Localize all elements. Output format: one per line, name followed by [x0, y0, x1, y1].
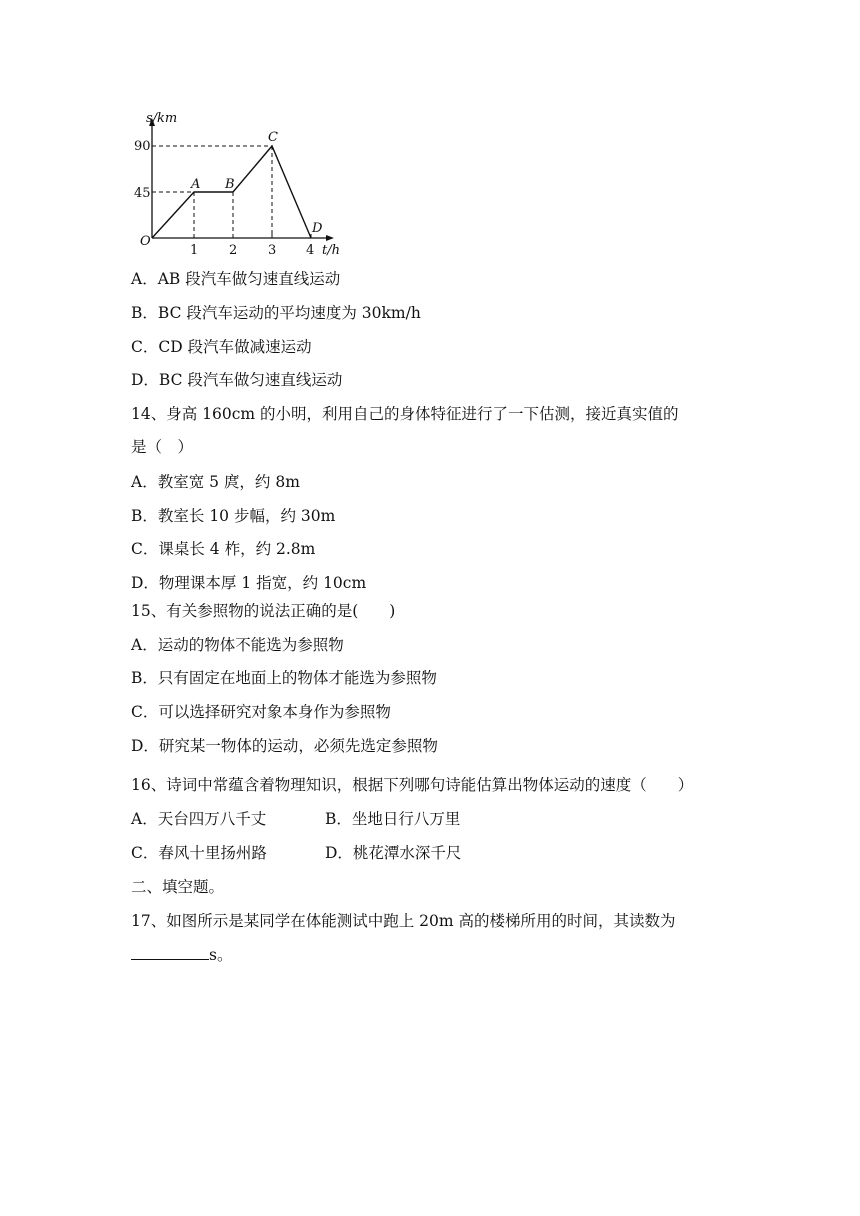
- s-t-graph: [134, 108, 348, 258]
- point-d-label: D: [312, 221, 323, 236]
- q14-stem-line2: 是（ ）: [131, 438, 194, 456]
- q13-option-a: A．AB 段汽车做匀速直线运动: [131, 270, 341, 288]
- x-tick-2: 2: [229, 243, 238, 258]
- q15-stem: 15、有关参照物的说法正确的是( ): [131, 602, 396, 620]
- q14-option-a: A．教室宽 5 庹，约 8m: [131, 473, 300, 491]
- x-tick-3: 3: [268, 243, 277, 258]
- q14-option-c: C．课桌长 4 柞，约 2.8m: [131, 540, 316, 558]
- point-b-label: B: [225, 177, 235, 192]
- q17-answer-unit: s。: [209, 946, 233, 964]
- y-tick-90: 90: [134, 139, 151, 154]
- point-a-label: A: [191, 177, 201, 192]
- q16-stem: 16、诗词中常蕴含着物理知识，根据下列哪句诗能估算出物体运动的速度（ ）: [131, 776, 694, 794]
- x-axis-label: t/h: [322, 243, 340, 258]
- q17-stem: 17、如图所示是某同学在体能测试中跑上 20m 高的楼梯所用的时间，其读数为: [131, 912, 676, 930]
- x-tick-4: 4: [306, 243, 315, 258]
- x-tick-1: 1: [190, 243, 199, 258]
- q16-option-c: C．春风十里扬州路: [131, 844, 267, 862]
- q14-option-b: B．教室长 10 步幅，约 30m: [131, 507, 336, 525]
- q13-option-d: D．BC 段汽车做匀速直线运动: [131, 371, 343, 389]
- q17-answer-line: [131, 945, 232, 965]
- q14-stem-line1: 14、身高 160cm 的小明，利用自己的身体特征进行了一下估测，接近真实值的: [131, 405, 679, 423]
- section2-title: 二、填空题。: [131, 878, 225, 896]
- point-c-label: C: [268, 130, 278, 145]
- origin-label: O: [140, 234, 151, 249]
- q15-option-b: B．只有固定在地面上的物体才能选为参照物: [131, 669, 437, 687]
- q15-option-a: A．运动的物体不能选为参照物: [131, 636, 344, 654]
- y-axis-label: s/km: [146, 111, 178, 126]
- q16-option-a: A．天台四万八千丈: [131, 810, 267, 828]
- q13-option-c: C．CD 段汽车做减速运动: [131, 338, 312, 356]
- y-tick-45: 45: [134, 186, 151, 201]
- q15-option-c: C．可以选择研究对象本身作为参照物: [131, 703, 391, 721]
- q13-option-b: B．BC 段汽车运动的平均速度为 30km/h: [131, 304, 421, 322]
- q16-option-d: D．桃花潭水深千尺: [325, 844, 462, 862]
- q15-option-d: D．研究某一物体的运动，必须先选定参照物: [131, 737, 438, 755]
- x-axis-arrow: [326, 235, 334, 241]
- q14-option-d: D．物理课本厚 1 指宽，约 10cm: [131, 574, 367, 592]
- q16-option-b: B．坐地日行八万里: [325, 810, 461, 828]
- q17-answer-blank[interactable]: [131, 945, 209, 960]
